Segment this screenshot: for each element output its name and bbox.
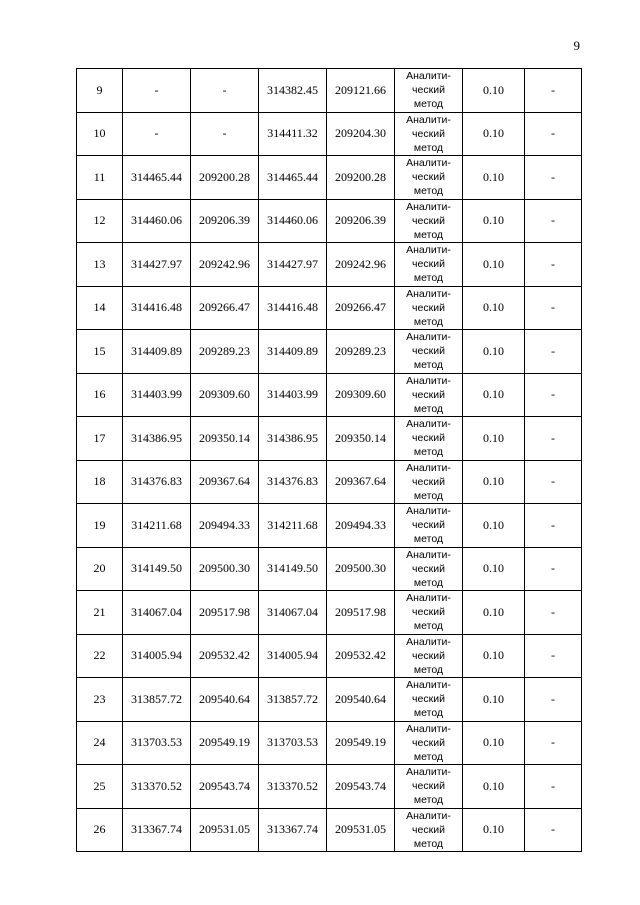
cell-x-existing: -: [123, 112, 191, 156]
cell-note: -: [525, 721, 582, 765]
cell-note: -: [525, 591, 582, 635]
table-row: [77, 69, 582, 113]
cell-x-existing: 314149.50: [123, 547, 191, 591]
cell-x-existing: 314067.04: [123, 591, 191, 635]
cell-point-number: 22: [77, 634, 123, 678]
cell-accuracy: 0.10: [463, 591, 525, 635]
method-text-line: Аналити-: [406, 287, 451, 300]
cell-method: [395, 591, 463, 635]
method-text-line: ческий: [412, 519, 445, 532]
cell-x-existing: 314386.95: [123, 417, 191, 461]
method-text-line: метод: [413, 576, 444, 589]
cell-y-existing: 209500.30: [191, 547, 259, 591]
cell-x-new: 314403.99: [259, 373, 327, 417]
cell-y-new: 209367.64: [327, 460, 395, 504]
cell-note: -: [525, 199, 582, 243]
method-text-line: Аналити-: [406, 113, 451, 126]
cell-y-new: 209532.42: [327, 634, 395, 678]
cell-x-existing: -: [123, 69, 191, 113]
cell-method: [395, 69, 463, 113]
method-text-line: Аналити-: [406, 505, 451, 518]
cell-x-existing: 314409.89: [123, 330, 191, 374]
cell-note: -: [525, 69, 582, 113]
method-text-line: ческий: [412, 475, 445, 488]
cell-method: [395, 460, 463, 504]
cell-point-number: 17: [77, 417, 123, 461]
method-text-line: метод: [413, 707, 444, 720]
cell-method: [395, 634, 463, 678]
cell-x-existing: 313367.74: [123, 808, 191, 852]
cell-x-new: 314382.45: [259, 69, 327, 113]
cell-y-existing: 209350.14: [191, 417, 259, 461]
cell-x-existing: 314427.97: [123, 243, 191, 287]
cell-point-number: 18: [77, 460, 123, 504]
cell-point-number: 16: [77, 373, 123, 417]
cell-y-existing: 209266.47: [191, 286, 259, 330]
table-row: [77, 243, 582, 287]
cell-accuracy: 0.10: [463, 286, 525, 330]
method-text-line: ческий: [412, 562, 445, 575]
cell-note: -: [525, 243, 582, 287]
cell-point-number: 26: [77, 808, 123, 852]
method-text-line: Аналити-: [406, 592, 451, 605]
cell-y-new: 209494.33: [327, 504, 395, 548]
cell-method: [395, 112, 463, 156]
method-text-line: Аналити-: [406, 461, 451, 474]
cell-x-new: 314427.97: [259, 243, 327, 287]
cell-method: [395, 765, 463, 809]
method-text-line: ческий: [412, 823, 445, 836]
cell-point-number: 15: [77, 330, 123, 374]
method-text-line: ческий: [412, 432, 445, 445]
cell-y-new: 209121.66: [327, 69, 395, 113]
method-text-line: метод: [413, 228, 444, 241]
cell-x-existing: 314465.44: [123, 156, 191, 200]
method-text-line: Аналити-: [406, 331, 451, 344]
cell-note: -: [525, 156, 582, 200]
cell-note: -: [525, 678, 582, 722]
cell-point-number: 23: [77, 678, 123, 722]
cell-x-new: 314005.94: [259, 634, 327, 678]
cell-y-existing: 209242.96: [191, 243, 259, 287]
method-text-line: метод: [413, 141, 444, 154]
table-row: [77, 765, 582, 809]
cell-x-new: 313703.53: [259, 721, 327, 765]
cell-accuracy: 0.10: [463, 504, 525, 548]
method-text-line: метод: [413, 272, 444, 285]
cell-y-existing: 209367.64: [191, 460, 259, 504]
method-text-line: ческий: [412, 693, 445, 706]
cell-y-new: 209309.60: [327, 373, 395, 417]
cell-accuracy: 0.10: [463, 678, 525, 722]
cell-y-new: 209531.05: [327, 808, 395, 852]
cell-accuracy: 0.10: [463, 112, 525, 156]
cell-point-number: 19: [77, 504, 123, 548]
cell-y-new: 209549.19: [327, 721, 395, 765]
cell-y-existing: 209200.28: [191, 156, 259, 200]
cell-note: -: [525, 460, 582, 504]
table-row: [77, 417, 582, 461]
cell-note: -: [525, 547, 582, 591]
method-text-line: Аналити-: [406, 244, 451, 257]
method-text-line: метод: [413, 837, 444, 850]
cell-method: [395, 243, 463, 287]
cell-x-existing: 314460.06: [123, 199, 191, 243]
method-text-line: метод: [413, 750, 444, 763]
method-text-line: метод: [413, 359, 444, 372]
cell-method: [395, 156, 463, 200]
table-row: [77, 156, 582, 200]
cell-accuracy: 0.10: [463, 330, 525, 374]
method-text-line: метод: [413, 402, 444, 415]
cell-method: [395, 330, 463, 374]
cell-note: -: [525, 634, 582, 678]
method-text-line: Аналити-: [406, 70, 451, 83]
cell-x-existing: 314005.94: [123, 634, 191, 678]
method-text-line: метод: [413, 315, 444, 328]
cell-point-number: 12: [77, 199, 123, 243]
cell-x-existing: 313370.52: [123, 765, 191, 809]
cell-x-new: 314376.83: [259, 460, 327, 504]
method-text-line: ческий: [412, 171, 445, 184]
cell-note: -: [525, 286, 582, 330]
cell-accuracy: 0.10: [463, 547, 525, 591]
cell-x-new: 314409.89: [259, 330, 327, 374]
table-row: [77, 721, 582, 765]
table-body: [77, 69, 582, 852]
method-text-line: Аналити-: [406, 548, 451, 561]
table-row: [77, 547, 582, 591]
method-text-line: ческий: [412, 84, 445, 97]
cell-y-new: 209540.64: [327, 678, 395, 722]
cell-accuracy: 0.10: [463, 69, 525, 113]
cell-note: -: [525, 808, 582, 852]
cell-note: -: [525, 330, 582, 374]
cell-method: [395, 808, 463, 852]
cell-x-new: 314211.68: [259, 504, 327, 548]
cell-y-existing: 209206.39: [191, 199, 259, 243]
cell-method: [395, 286, 463, 330]
table-row: [77, 808, 582, 852]
table-row: [77, 678, 582, 722]
cell-accuracy: 0.10: [463, 156, 525, 200]
cell-y-existing: 209532.42: [191, 634, 259, 678]
cell-y-new: 209206.39: [327, 199, 395, 243]
cell-y-existing: 209289.23: [191, 330, 259, 374]
method-text-line: Аналити-: [406, 679, 451, 692]
cell-accuracy: 0.10: [463, 634, 525, 678]
method-text-line: метод: [413, 620, 444, 633]
method-text-line: Аналити-: [406, 374, 451, 387]
cell-x-new: 313370.52: [259, 765, 327, 809]
cell-note: -: [525, 112, 582, 156]
method-text-line: Аналити-: [406, 766, 451, 779]
method-text-line: метод: [413, 533, 444, 546]
cell-accuracy: 0.10: [463, 373, 525, 417]
cell-x-new: 314411.32: [259, 112, 327, 156]
cell-y-new: 209289.23: [327, 330, 395, 374]
method-text-line: Аналити-: [406, 200, 451, 213]
method-text-line: Аналити-: [406, 418, 451, 431]
cell-accuracy: 0.10: [463, 460, 525, 504]
method-text-line: ческий: [412, 214, 445, 227]
table-row: [77, 504, 582, 548]
method-text-line: метод: [413, 663, 444, 676]
cell-point-number: 11: [77, 156, 123, 200]
method-text-line: метод: [413, 489, 444, 502]
cell-x-new: 314460.06: [259, 199, 327, 243]
method-text-line: ческий: [412, 127, 445, 140]
method-text-line: метод: [413, 446, 444, 459]
cell-accuracy: 0.10: [463, 721, 525, 765]
cell-y-new: 209204.30: [327, 112, 395, 156]
cell-y-existing: 209549.19: [191, 721, 259, 765]
cell-x-new: 314416.48: [259, 286, 327, 330]
cell-point-number: 20: [77, 547, 123, 591]
cell-note: -: [525, 373, 582, 417]
method-text-line: ческий: [412, 780, 445, 793]
method-text-line: ческий: [412, 258, 445, 271]
cell-point-number: 25: [77, 765, 123, 809]
page-number: 9: [573, 38, 580, 53]
cell-x-existing: 314416.48: [123, 286, 191, 330]
method-text-line: ческий: [412, 606, 445, 619]
cell-point-number: 14: [77, 286, 123, 330]
cell-y-new: 209543.74: [327, 765, 395, 809]
method-text-line: метод: [413, 185, 444, 198]
cell-y-existing: 209540.64: [191, 678, 259, 722]
cell-point-number: 21: [77, 591, 123, 635]
table-row: [77, 634, 582, 678]
cell-x-existing: 314376.83: [123, 460, 191, 504]
cell-y-existing: 209494.33: [191, 504, 259, 548]
method-text-line: метод: [413, 98, 444, 111]
table-row: [77, 460, 582, 504]
cell-x-new: 313367.74: [259, 808, 327, 852]
method-text-line: Аналити-: [406, 809, 451, 822]
cell-method: [395, 721, 463, 765]
cell-y-existing: 209309.60: [191, 373, 259, 417]
method-text-line: ческий: [412, 649, 445, 662]
cell-x-new: 314465.44: [259, 156, 327, 200]
cell-method: [395, 678, 463, 722]
cell-x-existing: 313857.72: [123, 678, 191, 722]
cell-point-number: 9: [77, 69, 123, 113]
cell-note: -: [525, 504, 582, 548]
method-text-line: Аналити-: [406, 722, 451, 735]
table-row: [77, 591, 582, 635]
cell-y-existing: -: [191, 69, 259, 113]
cell-y-existing: -: [191, 112, 259, 156]
cell-y-existing: 209531.05: [191, 808, 259, 852]
table-row: [77, 199, 582, 243]
cell-note: -: [525, 417, 582, 461]
cell-x-new: 314386.95: [259, 417, 327, 461]
cell-accuracy: 0.10: [463, 808, 525, 852]
method-text-line: ческий: [412, 736, 445, 749]
cell-x-new: 314149.50: [259, 547, 327, 591]
cell-x-new: 313857.72: [259, 678, 327, 722]
method-text-line: метод: [413, 794, 444, 807]
method-text-line: ческий: [412, 345, 445, 358]
cell-point-number: 13: [77, 243, 123, 287]
cell-y-new: 209350.14: [327, 417, 395, 461]
cell-note: -: [525, 765, 582, 809]
cell-point-number: 24: [77, 721, 123, 765]
cell-method: [395, 373, 463, 417]
table-row: [77, 286, 582, 330]
table-row: [77, 112, 582, 156]
cell-method: [395, 504, 463, 548]
cell-y-new: 209242.96: [327, 243, 395, 287]
cell-method: [395, 199, 463, 243]
cell-accuracy: 0.10: [463, 765, 525, 809]
cell-x-existing: 314211.68: [123, 504, 191, 548]
cell-accuracy: 0.10: [463, 199, 525, 243]
cell-point-number: 10: [77, 112, 123, 156]
method-text-line: Аналити-: [406, 157, 451, 170]
cell-y-new: 209266.47: [327, 286, 395, 330]
cell-x-existing: 314403.99: [123, 373, 191, 417]
cell-y-new: 209517.98: [327, 591, 395, 635]
cell-y-new: 209200.28: [327, 156, 395, 200]
method-text-line: ческий: [412, 388, 445, 401]
cell-method: [395, 547, 463, 591]
coordinates-table: [76, 68, 582, 852]
cell-x-new: 314067.04: [259, 591, 327, 635]
cell-y-new: 209500.30: [327, 547, 395, 591]
cell-x-existing: 313703.53: [123, 721, 191, 765]
table-row: [77, 373, 582, 417]
cell-accuracy: 0.10: [463, 417, 525, 461]
cell-method: [395, 417, 463, 461]
cell-y-existing: 209517.98: [191, 591, 259, 635]
method-text-line: ческий: [412, 301, 445, 314]
cell-accuracy: 0.10: [463, 243, 525, 287]
method-text-line: Аналити-: [406, 635, 451, 648]
table-row: [77, 330, 582, 374]
cell-y-existing: 209543.74: [191, 765, 259, 809]
